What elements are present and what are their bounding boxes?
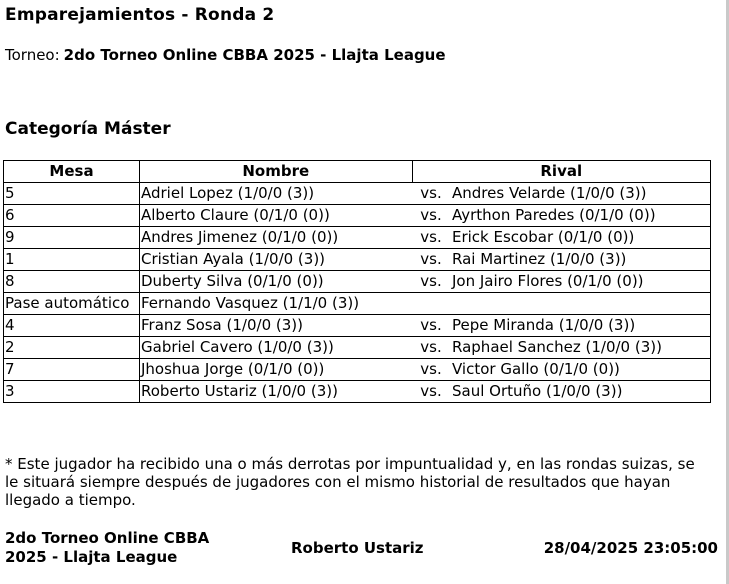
vs-cell: vs. [412,227,450,249]
torneo-name: 2do Torneo Online CBBA 2025 - Llajta League [63,46,446,64]
pairings-table [3,160,711,403]
nombre-cell: Roberto Ustariz (1/0/0 (3)) [140,381,413,403]
table-row [4,183,711,205]
mesa-cell: 6 [4,205,140,227]
mesa-cell: 5 [4,183,140,205]
nombre-cell: Andres Jimenez (0/1/0 (0)) [140,227,413,249]
nombre-cell: Gabriel Cavero (1/0/0 (3)) [140,337,413,359]
mesa-cell: 4 [4,315,140,337]
section-title: Categoría Máster [5,119,171,139]
page-title: Emparejamientos - Ronda 2 [5,5,275,25]
rival-cell: Jon Jairo Flores (0/1/0 (0)) [450,271,711,293]
table-row [4,381,711,403]
table-row [4,337,711,359]
nombre-cell: Jhoshua Jorge (0/1/0 (0)) [140,359,413,381]
vs-cell: vs. [412,183,450,205]
table-row [4,271,711,293]
footer-tournament: 2do Torneo Online CBBA 2025 - Llajta League [5,529,210,566]
table-row [4,205,711,227]
vs-cell: vs. [412,337,450,359]
mesa-cell: Pase automático [4,293,140,315]
table-row [4,249,711,271]
vs-cell: vs. [412,271,450,293]
footer-author: Roberto Ustariz [291,539,424,557]
vs-cell: vs. [412,359,450,381]
table-row [4,315,711,337]
vs-cell: vs. [412,249,450,271]
vs-cell: vs. [412,315,450,337]
rival-cell: Andres Velarde (1/0/0 (3)) [450,183,711,205]
mesa-cell: 8 [4,271,140,293]
table-row-bye [4,293,711,315]
mesa-cell: 7 [4,359,140,381]
nombre-cell: Cristian Ayala (1/0/0 (3)) [140,249,413,271]
rival-cell: Victor Gallo (0/1/0 (0)) [450,359,711,381]
pairings-table-body [4,183,711,403]
table-row [4,227,711,249]
nombre-cell: Fernando Vasquez (1/1/0 (3)) [140,293,413,315]
header-mesa: Mesa [4,161,140,183]
rival-cell: Erick Escobar (0/1/0 (0)) [450,227,711,249]
table-header-row [4,161,711,183]
mesa-cell: 1 [4,249,140,271]
nombre-cell: Adriel Lopez (1/0/0 (3)) [140,183,413,205]
rival-cell: Ayrthon Paredes (0/1/0 (0)) [450,205,711,227]
mesa-cell: 3 [4,381,140,403]
rival-cell: Saul Ortuño (1/0/0 (3)) [450,381,711,403]
footnote: * Este jugador ha recibido una o más derrotas por impuntualidad y, en las rondas suizas, se le situará siempre después de jugadores con el mismo historial de resultados que hayan llegado a tiempo. [5,455,695,509]
table-row [4,359,711,381]
header-nombre: Nombre [140,161,413,183]
vs-cell [412,293,450,315]
nombre-cell: Franz Sosa (1/0/0 (3)) [140,315,413,337]
rival-cell: Pepe Miranda (1/0/0 (3)) [450,315,711,337]
rival-cell [450,293,711,315]
mesa-cell: 2 [4,337,140,359]
nombre-cell: Alberto Claure (0/1/0 (0)) [140,205,413,227]
header-rival: Rival [412,161,711,183]
footer-datetime: 28/04/2025 23:05:00 [543,539,718,557]
mesa-cell: 9 [4,227,140,249]
vs-cell: vs. [412,205,450,227]
torneo-label: Torneo: [5,46,60,64]
rival-cell: Rai Martinez (1/0/0 (3)) [450,249,711,271]
rival-cell: Raphael Sanchez (1/0/0 (3)) [450,337,711,359]
torneo-line [5,46,446,64]
nombre-cell: Duberty Silva (0/1/0 (0)) [140,271,413,293]
vs-cell: vs. [412,381,450,403]
